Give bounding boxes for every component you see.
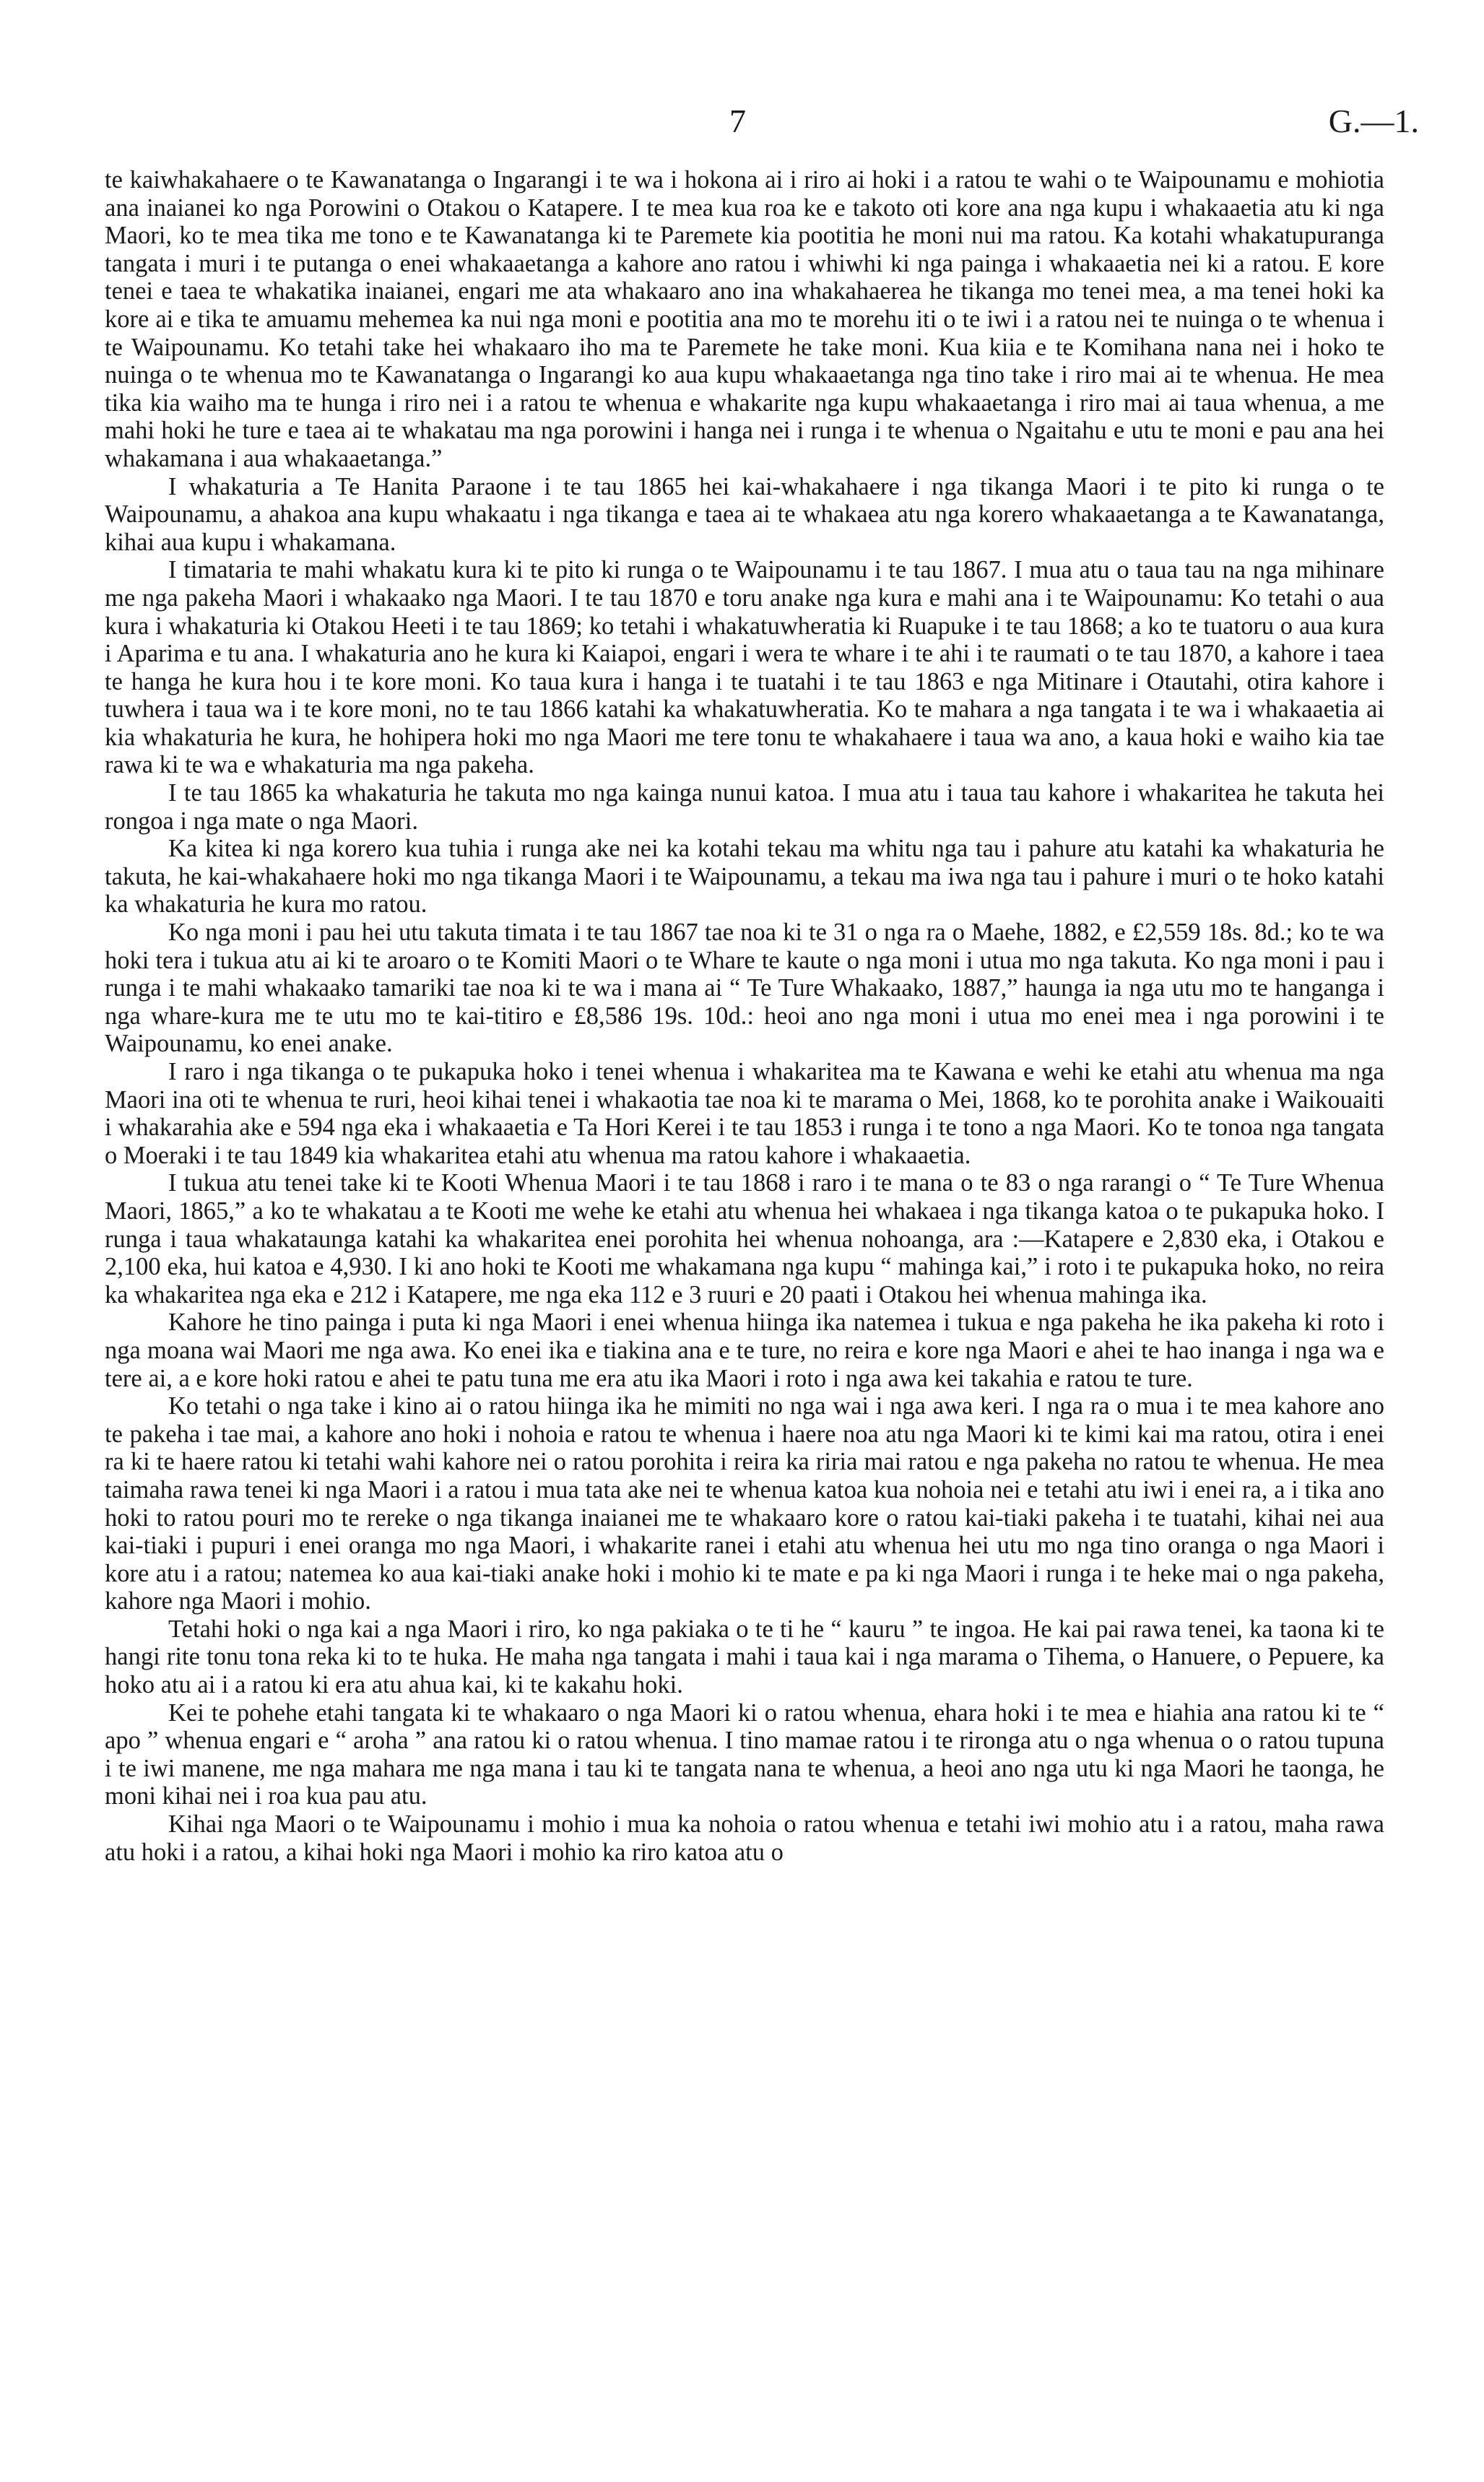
page-number: 7 <box>729 103 746 139</box>
paragraph: I tukua atu tenei take ki te Kooti Whenua Maori i te tau 1868 i raro i te mana o te 83 o nga rarangi o “ Te Ture Whenua Maori, 1865,” a ko te whakatau a te Kooti me wehe ke etahi atu whenua hei whakaea i nga tikanga katoa o te pukapuka hoko. I runga i taua whakataunga katahi ka whakaritea enei porohita hei whenua nohoanga, ara :—Katapere e 2,830 eka, i Otakou e 2,100 eka, hui katoa e 4,930. I ki ano hoki te Kooti me whakamana nga kupu “ mahinga kai,” i roto i te pukapuka hoko, no reira ka whakaritea nga eka e 212 i Katapere, me nga eka 112 e 3 ruuri e 20 paati i Otakou hei whenua mahinga ika. <box>105 1169 1384 1309</box>
paragraph: I raro i nga tikanga o te pukapuka hoko i tenei whenua i whakaritea ma te Kawana e wehi ke etahi atu whenua ma nga Maori ina oti te whenua te ruri, heoi kihai tenei i whakaotia tae noa ki te marama o Mei, 1868, ko te porohita anake i Waikouaiti i whakarahia ake e 594 nga eka i whakaaetia e Ta Hori Kerei i te tau 1853 i runga i te tono a nga Maori. Ko te tonoa nga tangata o Moeraki i te tau 1849 kia whakaritea etahi atu whenua ma ratou kahore i whakaaetia. <box>105 1058 1384 1169</box>
paragraph: I te tau 1865 ka whakaturia he takuta mo nga kainga nunui katoa. I mua atu i taua tau kahore i whakaritea he takuta hei rongoa i nga mate o nga Maori. <box>105 779 1384 835</box>
paragraph: Ko tetahi o nga take i kino ai o ratou hiinga ika he mimiti no nga wai i nga awa keri. I nga ra o mua i te mea kahore ano te pakeha i tae mai, a kahore ano hoki i nohoia e ratou te whenua i haere noa atu nga Maori ki te kimi kai ma ratou, otira i enei ra ki te haere ratou ki tetahi wahi kahore nei o ratou porohita i reira ka riria mai ratou e nga pakeha no ratou te whenua. He mea taimaha rawa tenei ki nga Maori i a ratou i mua tata ake nei te whenua katoa kua nohoia nei e tetahi atu iwi i enei ra, a i tika ano hoki to ratou pouri mo te rereke o nga tikanga inaianei me te whakaaro kore o ratou kai-tiaki pakeha i te tuatahi, kihai nei aua kai-tiaki i pupuri i enei oranga mo nga Maori, i whakarite ranei i etahi atu whenua hei utu mo nga tino oranga o nga Maori i kore atu i a ratou; natemea ko aua kai-tiaki anake hoki i mohio ki te mate e pa ki nga Maori i runga i te heke mai o nga pakeha, kahore nga Maori i mohio. <box>105 1392 1384 1615</box>
paragraph: Ko nga moni i pau hei utu takuta timata i te tau 1867 tae noa ki te 31 o nga ra o Maehe, 1882, e £2,559 18s. 8d.; ko te wa hoki tera i tukua atu ai ki te aroaro o te Komiti Maori o te Whare te kaute o nga moni i utua mo nga takuta. Ko nga moni i pau i runga i te mahi whakaako tamariki tae noa ki te wa i mana ai “ Te Ture Whakaako, 1887,” haunga ia nga utu mo te hanganga i nga whare-kura me te utu mo te kai-titiro e £8,586 19s. 10d.: heoi ano nga moni i utua mo enei mea i nga porowini i te Waipounamu, ko enei anake. <box>105 919 1384 1058</box>
body-text <box>105 166 1384 1866</box>
paragraph: Ka kitea ki nga korero kua tuhia i runga ake nei ka kotahi tekau ma whitu nga tau i pahure atu katahi ka whakaturia he takuta, he kai-whakahaere hoki mo nga tikanga Maori i te Waipounamu, a tekau ma iwa nga tau i pahure i muri o te hoko katahi ka whakaturia he kura mo ratou. <box>105 835 1384 919</box>
paragraph: Tetahi hoki o nga kai a nga Maori i riro, ko nga pakiaka o te ti he “ kauru ” te ingoa. He kai pai rawa tenei, ka taona ki te hangi rite tonu tona reka ki to te huka. He maha nga tangata i mahi i taua kai i nga marama o Tihema, o Hanuere, o Pepuere, ka hoko atu ai i a ratou ki era atu ahua kai, ki te kakahu hoki. <box>105 1615 1384 1699</box>
paragraph: I whakaturia a Te Hanita Paraone i te tau 1865 hei kai-whakahaere i nga tikanga Maori i te pito ki runga o te Waipounamu, a ahakoa ana kupu whakaatu i nga tikanga e taea ai te whakaea atu nga korero whakaaetanga a te Kawanatanga, kihai aua kupu i whakamana. <box>105 472 1384 556</box>
paragraph: Kihai nga Maori o te Waipounamu i mohio i mua ka nohoia o ratou whenua e tetahi iwi mohio atu i a ratou, maha rawa atu hoki i a ratou, a kihai hoki nga Maori i mohio ka riro katoa atu o <box>105 1810 1384 1866</box>
paragraph: I timataria te mahi whakatu kura ki te pito ki runga o te Waipounamu i te tau 1867. I mua atu o taua tau na nga mihinare me nga pakeha Maori i whakaako nga Maori. I te tau 1870 e toru anake nga kura e mahi ana i te Waipounamu: Ko tetahi o aua kura i whakaturia ki Otakou Heeti i te tau 1869; ko tetahi i whakatuwheratia ki Ruapuke i te tau 1868; a ko te tuatoru o aua kura i Aparima e tu ana. I whakaturia ano he kura ki Kaiapoi, engari i wera te whare i te ahi i te raumati o te tau 1870, a kahore i taea te hanga he kura hou i te kore moni. Ko taua kura i hanga i te tuatahi i te tau 1863 e nga Mitinare i Otautahi, otira kahore i tuwhera i taua wa i te kore moni, no te tau 1866 katahi ka whakatuwheratia. Ko te mahara a nga tangata i te wa i whakaaetia ai kia whakaturia he kura, he hohipera hoki mo nga Maori me tere tonu te whakahaere i taua wa ano, a kaua hoki e waiho kia tae rawa ki te wa e whakaturia ma nga pakeha. <box>105 556 1384 779</box>
paragraph: te kaiwhakahaere o te Kawanatanga o Ingarangi i te wa i hokona ai i riro ai hoki i a ratou te wahi o te Waipounamu e mohiotia ana inaianei ko nga Porowini o Otakou o Katapere. I te mea kua roa ke e takoto oti kore ana nga kupu i whakaaetia atu ki nga Maori, ko te mea tika me tono e te Kawanatanga ki te Paremete kia pootitia he moni nui ma ratou. Ka kotahi whakatupuranga tangata i muri i te putanga o enei whakaaetanga a kahore ano ratou i whiwhi ki nga painga i whakaaetia nei ki a ratou. E kore tenei e taea te whakatika inaianei, engari me ata whakaaro ano ina whakahaerea he tikanga mo tenei mea, a ma tenei hoki ka kore ai e tika te amuamu mehemea ka nui nga moni e pootitia ana mo te morehu iti o te iwi i a ratou nei te nuinga o te whenua i te Waipounamu. Ko tetahi take hei whakaaro iho ma te Paremete he take moni. Kua kiia e te Komihana nana nei i hoko te nuinga o te whenua mo te Kawanatanga o Ingarangi ko aua kupu whakaaetanga nga tino take i riro mai ai te whenua. He mea tika kia waiho ma te hunga i riro nei i a ratou te whenua e whakarite nga kupu whakaaetanga i riro mai ai taua whenua, a me mahi hoki he ture e taea ai te whakatau ma nga porowini i hanga nei i runga i te whenua o Ngaitahu e utu te moni e pau ana hei whakamana i aua whakaaetanga.” <box>105 166 1384 472</box>
paragraph: Kei te pohehe etahi tangata ki te whakaaro o nga Maori ki o ratou whenua, ehara hoki i te mea e hiahia ana ratou ki te “ apo ” whenua engari e “ aroha ” ana ratou ki o ratou whenua. I tino mamae ratou i te rironga atu o nga whenua o o ratou tupuna i te iwi manene, me nga mahara me nga mana i tau ki te tangata nana te whenua, a heoi ano nga utu ki nga Maori he taonga, he moni kihai nei i roa kua pau atu. <box>105 1698 1384 1810</box>
paragraph: Kahore he tino painga i puta ki nga Maori i enei whenua hiinga ika natemea i tukua e nga pakeha he ika pakeha ki roto i nga moana wai Maori me nga awa. Ko enei ika e tiakina ana e te ture, no reira e kore nga Maori e ahei te hao inanga i nga wa e tere ai, a e kore hoki ratou e ahei te patu tuna me era atu ika Maori i roto i nga awa kei takahia e ratou te ture. <box>105 1309 1384 1392</box>
document-reference: G.—1. <box>1328 103 1419 139</box>
